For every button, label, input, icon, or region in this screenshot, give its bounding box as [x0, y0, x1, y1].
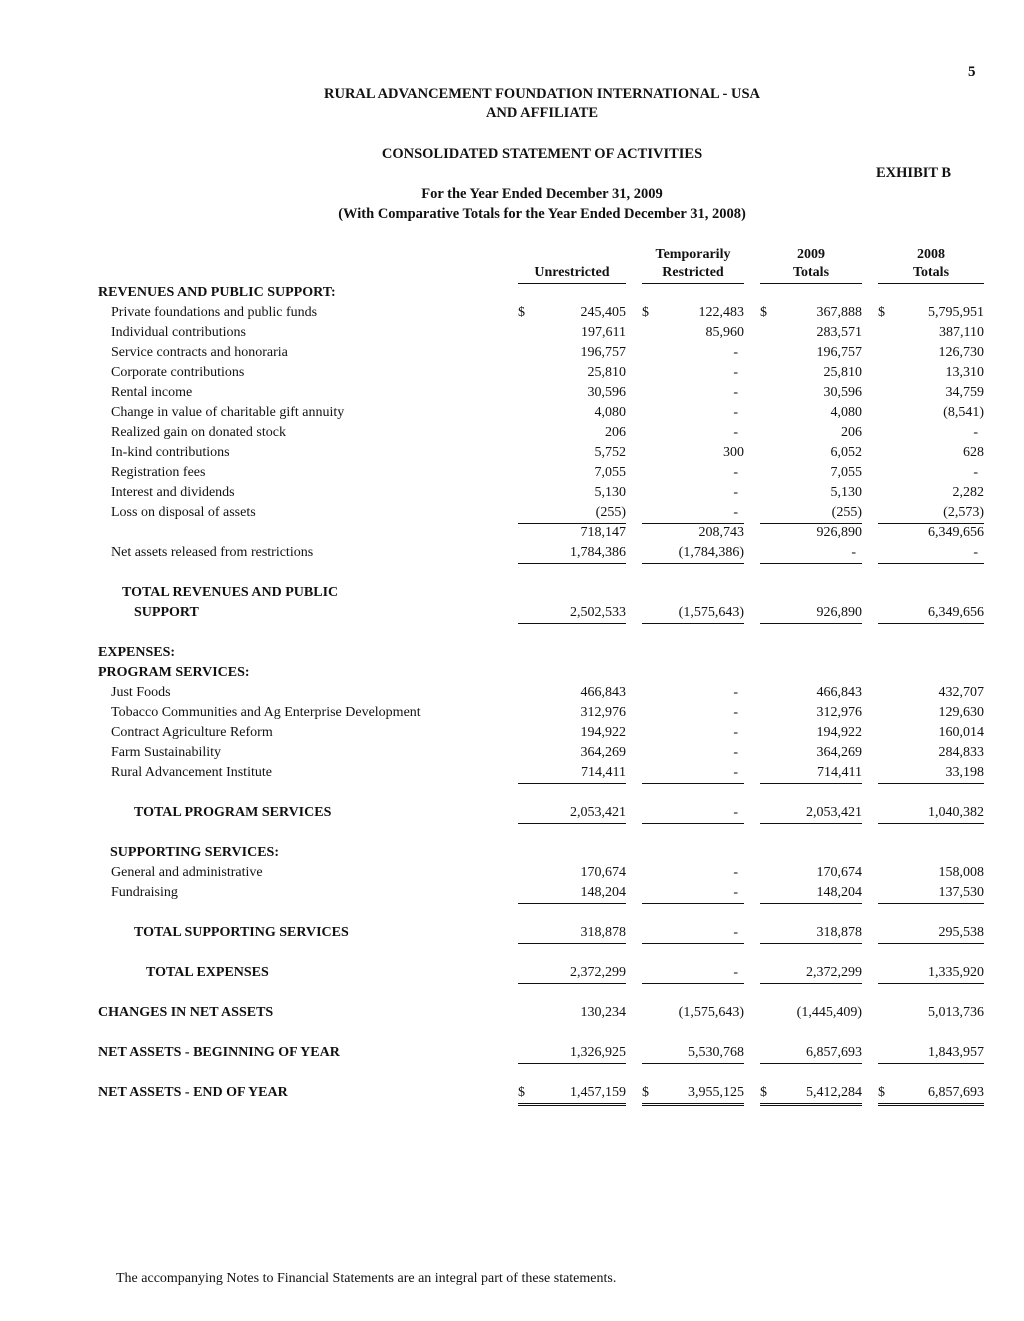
row-label: In-kind contributions	[111, 445, 230, 460]
table-cell	[878, 963, 984, 984]
cell-value: -	[733, 885, 738, 900]
cell-value: 6,857,693	[806, 1045, 862, 1060]
table-cell	[878, 483, 984, 503]
table-row	[0, 463, 1024, 483]
cell-value: 7,055	[594, 465, 626, 480]
cell-value: 5,130	[830, 485, 862, 500]
row-label: Private foundations and public funds	[111, 305, 318, 320]
table-row	[0, 483, 1024, 503]
table-row	[0, 663, 1024, 683]
cell-value: (1,575,643)	[678, 1005, 744, 1020]
organization-name: RURAL ADVANCEMENT FOUNDATION INTERNATIONAL - USA	[324, 86, 760, 102]
cell-value: 13,310	[945, 365, 984, 380]
table-cell	[642, 383, 744, 403]
table-cell	[518, 763, 626, 784]
table-cell	[642, 1043, 744, 1064]
row-label: NET ASSETS - END OF YEAR	[98, 1085, 288, 1100]
table-cell	[878, 543, 984, 564]
row-label: Just Foods	[111, 685, 171, 700]
table-row	[0, 403, 1024, 423]
table-cell	[642, 703, 744, 723]
table-row	[0, 423, 1024, 443]
cell-value: 387,110	[939, 325, 984, 340]
cell-value: 312,976	[816, 705, 862, 720]
row-label: PROGRAM SERVICES:	[98, 665, 250, 680]
table-row	[0, 883, 1024, 903]
table-cell	[878, 923, 984, 944]
cell-value: 1,457,159	[570, 1085, 626, 1100]
table-cell	[642, 1003, 744, 1023]
table-cell	[642, 1083, 744, 1106]
cell-value: 432,707	[938, 685, 984, 700]
table-cell	[760, 343, 862, 363]
table-cell	[760, 383, 862, 403]
table-cell	[760, 683, 862, 703]
row-label: Rural Advancement Institute	[111, 765, 272, 780]
table-cell	[878, 423, 984, 443]
table-cell	[642, 323, 744, 343]
cell-value: -	[733, 345, 738, 360]
table-cell	[760, 423, 862, 443]
table-cell	[518, 403, 626, 423]
cell-value: 130,234	[580, 1005, 626, 1020]
table-cell	[642, 803, 744, 824]
dollar-sign: $	[642, 1085, 649, 1100]
cell-value: (8,541)	[943, 405, 984, 420]
cell-value: 4,080	[594, 405, 626, 420]
cell-value: 364,269	[816, 745, 862, 760]
table-cell	[878, 403, 984, 423]
column-header-unrestricted: Unrestricted	[518, 246, 626, 284]
row-label: TOTAL SUPPORTING SERVICES	[134, 925, 349, 940]
table-cell	[760, 363, 862, 383]
table-row	[0, 363, 1024, 383]
comparative-period: (With Comparative Totals for the Year Ended December 31, 2008)	[338, 206, 746, 222]
table-row	[0, 583, 1024, 603]
table-cell	[642, 763, 744, 784]
table-row	[0, 303, 1024, 323]
table-cell	[642, 463, 744, 483]
cell-value: 6,349,656	[928, 605, 984, 620]
table-cell	[642, 863, 744, 883]
cell-value: -	[733, 805, 738, 820]
cell-value: 6,052	[830, 445, 862, 460]
table-cell	[518, 543, 626, 564]
dollar-sign: $	[878, 305, 885, 320]
table-row	[0, 503, 1024, 523]
cell-value: 126,730	[938, 345, 984, 360]
table-cell	[642, 543, 744, 564]
cell-value: -	[733, 745, 738, 760]
table-cell	[760, 403, 862, 423]
table-cell	[642, 403, 744, 423]
row-label: Rental income	[111, 385, 193, 400]
cell-value: 137,530	[938, 885, 984, 900]
table-cell	[878, 463, 984, 483]
table-cell	[518, 503, 626, 524]
row-label: Contract Agriculture Reform	[111, 725, 273, 740]
table-cell	[642, 923, 744, 944]
cell-value: 33,198	[945, 765, 984, 780]
dollar-sign: $	[642, 305, 649, 320]
cell-value: 714,411	[817, 765, 862, 780]
cell-value: 1,335,920	[928, 965, 984, 980]
cell-value: (1,575,643)	[678, 605, 744, 620]
row-label: CHANGES IN NET ASSETS	[98, 1005, 274, 1020]
dollar-sign: $	[518, 305, 525, 320]
table-cell	[878, 763, 984, 784]
row-label: Realized gain on donated stock	[111, 425, 286, 440]
table-cell	[760, 923, 862, 944]
table-cell	[760, 523, 862, 543]
cell-value: (255)	[595, 505, 626, 520]
cell-value: -	[733, 485, 738, 500]
dollar-sign: $	[760, 305, 767, 320]
table-cell	[642, 483, 744, 503]
table-cell	[878, 303, 984, 323]
column-header-2008-totals: 2008 Totals	[878, 246, 984, 284]
table-cell	[642, 883, 744, 904]
table-cell	[642, 423, 744, 443]
cell-value: 718,147	[580, 525, 626, 540]
cell-value: 466,843	[580, 685, 626, 700]
row-label: SUPPORTING SERVICES:	[110, 845, 279, 860]
table-cell	[760, 483, 862, 503]
table-cell	[878, 1003, 984, 1023]
table-row	[0, 283, 1024, 303]
table-cell	[760, 803, 862, 824]
table-cell	[642, 363, 744, 383]
table-cell	[518, 683, 626, 703]
table-cell	[642, 963, 744, 984]
cell-value: 295,538	[938, 925, 984, 940]
table-cell	[518, 723, 626, 743]
cell-value: 3,955,125	[688, 1085, 744, 1100]
footnote: The accompanying Notes to Financial Statements are an integral part of these statements.	[116, 1271, 617, 1286]
table-cell	[878, 363, 984, 383]
table-cell	[518, 1083, 626, 1106]
table-cell	[518, 523, 626, 543]
cell-value: -	[733, 725, 738, 740]
row-label: Corporate contributions	[111, 365, 245, 380]
table-row	[0, 863, 1024, 883]
table-cell	[878, 863, 984, 883]
table-cell	[878, 323, 984, 343]
dollar-sign: $	[878, 1085, 885, 1100]
row-label: Interest and dividends	[111, 485, 235, 500]
table-cell	[642, 743, 744, 763]
table-cell	[760, 743, 862, 763]
cell-value: 206	[605, 425, 626, 440]
table-cell	[878, 383, 984, 403]
table-cell	[518, 323, 626, 343]
table-cell	[878, 723, 984, 743]
table-cell	[518, 883, 626, 904]
row-label: SUPPORT	[134, 605, 199, 620]
table-cell	[760, 443, 862, 463]
cell-value: 7,055	[830, 465, 862, 480]
cell-value: -	[733, 705, 738, 720]
cell-value: 283,571	[816, 325, 862, 340]
table-row	[0, 923, 1024, 943]
table-cell	[642, 683, 744, 703]
cell-value: 85,960	[705, 325, 744, 340]
cell-value: 1,040,382	[928, 805, 984, 820]
cell-value: -	[733, 365, 738, 380]
table-cell	[878, 443, 984, 463]
cell-value: 206	[841, 425, 862, 440]
cell-value: 194,922	[816, 725, 862, 740]
cell-value: -	[973, 545, 978, 560]
organization-affiliate: AND AFFILIATE	[485, 105, 599, 121]
cell-value: 2,372,299	[570, 965, 626, 980]
cell-value: 318,878	[816, 925, 862, 940]
cell-value: 158,008	[938, 865, 984, 880]
cell-value: 1,843,957	[928, 1045, 984, 1060]
cell-value: -	[973, 465, 978, 480]
cell-value: 300	[723, 445, 744, 460]
table-cell	[878, 683, 984, 703]
table-row	[0, 803, 1024, 823]
table-row	[0, 643, 1024, 663]
cell-value: -	[733, 505, 738, 520]
column-header-temporarily-restricted: Temporarily Restricted	[642, 246, 744, 284]
table-cell	[760, 323, 862, 343]
cell-value: 2,372,299	[806, 965, 862, 980]
table-row	[0, 1043, 1024, 1063]
table-cell	[518, 743, 626, 763]
row-label: Individual contributions	[111, 325, 246, 340]
cell-value: 34,759	[945, 385, 984, 400]
table-cell	[760, 603, 862, 624]
cell-value: 122,483	[698, 305, 744, 320]
table-cell	[760, 463, 862, 483]
table-row	[0, 523, 1024, 543]
table-cell	[760, 543, 862, 564]
table-cell	[518, 343, 626, 363]
cell-value: 170,674	[580, 865, 626, 880]
cell-value: 284,833	[938, 745, 984, 760]
table-row	[0, 443, 1024, 463]
table-cell	[642, 303, 744, 323]
table-cell	[518, 383, 626, 403]
row-label: Tobacco Communities and Ag Enterprise Development	[111, 705, 421, 720]
row-label: TOTAL REVENUES AND PUBLIC	[122, 585, 339, 600]
cell-value: (1,784,386)	[678, 545, 744, 560]
row-label: Registration fees	[111, 465, 206, 480]
table-cell	[760, 703, 862, 723]
cell-value: 6,349,656	[928, 525, 984, 540]
dollar-sign: $	[760, 1085, 767, 1100]
table-cell	[760, 883, 862, 904]
cell-value: 926,890	[816, 525, 862, 540]
table-cell	[760, 963, 862, 984]
cell-value: 4,080	[830, 405, 862, 420]
cell-value: 318,878	[580, 925, 626, 940]
table-cell	[760, 1083, 862, 1106]
cell-value: -	[733, 925, 738, 940]
cell-value: 196,757	[816, 345, 862, 360]
table-cell	[518, 483, 626, 503]
row-label: Fundraising	[111, 885, 178, 900]
table-cell	[878, 803, 984, 824]
row-label: General and administrative	[111, 865, 263, 880]
table-cell	[518, 1003, 626, 1023]
cell-value: 129,630	[938, 705, 984, 720]
cell-value: 196,757	[580, 345, 626, 360]
cell-value: 5,530,768	[688, 1045, 744, 1060]
page-number: 5	[968, 64, 976, 80]
table-cell	[642, 343, 744, 363]
cell-value: -	[733, 965, 738, 980]
cell-value: -	[733, 765, 738, 780]
table-cell	[518, 443, 626, 463]
cell-value: (255)	[831, 505, 862, 520]
dollar-sign: $	[518, 1085, 525, 1100]
row-label: Farm Sustainability	[111, 745, 222, 760]
table-cell	[518, 423, 626, 443]
cell-value: 25,810	[823, 365, 862, 380]
table-cell	[518, 703, 626, 723]
cell-value: 5,752	[594, 445, 626, 460]
table-cell	[518, 963, 626, 984]
table-cell	[518, 863, 626, 883]
table-row	[0, 1003, 1024, 1023]
table-cell	[878, 743, 984, 763]
cell-value: 714,411	[581, 765, 626, 780]
table-cell	[878, 603, 984, 624]
table-cell	[518, 463, 626, 483]
row-label: REVENUES AND PUBLIC SUPPORT:	[98, 285, 336, 300]
table-cell	[518, 363, 626, 383]
table-row	[0, 383, 1024, 403]
cell-value: 30,596	[587, 385, 626, 400]
cell-value: 160,014	[938, 725, 984, 740]
table-cell	[878, 883, 984, 904]
cell-value: 208,743	[698, 525, 744, 540]
cell-value: -	[733, 465, 738, 480]
row-label: Change in value of charitable gift annuity	[111, 405, 345, 420]
cell-value: 367,888	[816, 305, 862, 320]
cell-value: 30,596	[823, 385, 862, 400]
table-row	[0, 963, 1024, 983]
row-label: Service contracts and honoraria	[111, 345, 288, 360]
statement-title: CONSOLIDATED STATEMENT OF ACTIVITIES	[381, 146, 703, 162]
table-cell	[760, 763, 862, 784]
table-cell	[878, 1043, 984, 1064]
cell-value: 1,784,386	[570, 545, 626, 560]
table-row	[0, 743, 1024, 763]
table-cell	[760, 863, 862, 883]
table-cell	[642, 523, 744, 543]
cell-value: 312,976	[580, 705, 626, 720]
table-row	[0, 763, 1024, 783]
table-cell	[518, 923, 626, 944]
cell-value: (1,445,409)	[796, 1005, 862, 1020]
statement-period: For the Year Ended December 31, 2009	[421, 186, 663, 202]
cell-value: 2,053,421	[570, 805, 626, 820]
table-row	[0, 703, 1024, 723]
table-row	[0, 843, 1024, 863]
row-label: EXPENSES:	[98, 645, 176, 660]
table-cell	[518, 1043, 626, 1064]
table-cell	[642, 443, 744, 463]
table-cell	[760, 1043, 862, 1064]
table-cell	[642, 723, 744, 743]
table-cell	[642, 603, 744, 624]
table-cell	[878, 343, 984, 363]
cell-value: 245,405	[580, 305, 626, 320]
row-label: Loss on disposal of assets	[111, 505, 256, 520]
exhibit-label: EXHIBIT B	[876, 165, 952, 181]
cell-value: -	[733, 405, 738, 420]
table-cell	[878, 703, 984, 723]
table-row	[0, 603, 1024, 623]
table-row	[0, 323, 1024, 343]
table-row	[0, 683, 1024, 703]
table-cell	[760, 303, 862, 323]
table-cell	[878, 503, 984, 524]
cell-value: -	[733, 425, 738, 440]
column-header-2009-totals: 2009 Totals	[760, 246, 862, 284]
cell-value: 2,502,533	[570, 605, 626, 620]
cell-value: 170,674	[816, 865, 862, 880]
cell-value: 5,130	[594, 485, 626, 500]
table-cell	[518, 803, 626, 824]
table-cell	[878, 523, 984, 543]
table-cell	[878, 1083, 984, 1106]
cell-value: 197,611	[581, 325, 626, 340]
table-cell	[518, 303, 626, 323]
cell-value: 628	[963, 445, 984, 460]
cell-value: -	[733, 865, 738, 880]
cell-value: 194,922	[580, 725, 626, 740]
cell-value: 2,282	[952, 485, 984, 500]
row-label: TOTAL EXPENSES	[146, 965, 269, 980]
cell-value: -	[973, 425, 978, 440]
cell-value: 364,269	[580, 745, 626, 760]
cell-value: 6,857,693	[928, 1085, 984, 1100]
table-row	[0, 543, 1024, 563]
cell-value: 148,204	[580, 885, 626, 900]
table-row	[0, 723, 1024, 743]
table-row	[0, 343, 1024, 363]
table-row	[0, 1083, 1024, 1103]
cell-value: 466,843	[816, 685, 862, 700]
cell-value: 148,204	[816, 885, 862, 900]
cell-value: (2,573)	[943, 505, 984, 520]
cell-value: 926,890	[816, 605, 862, 620]
cell-value: 25,810	[587, 365, 626, 380]
cell-value: 5,013,736	[928, 1005, 984, 1020]
row-label: Net assets released from restrictions	[111, 545, 314, 560]
table-cell	[518, 603, 626, 624]
row-label: NET ASSETS - BEGINNING OF YEAR	[98, 1045, 340, 1060]
row-label: TOTAL PROGRAM SERVICES	[134, 805, 332, 820]
cell-value: 5,795,951	[928, 305, 984, 320]
table-cell	[760, 723, 862, 743]
cell-value: -	[733, 385, 738, 400]
table-cell	[760, 1003, 862, 1023]
table-cell	[760, 503, 862, 524]
table-cell	[642, 503, 744, 524]
cell-value: -	[851, 545, 856, 560]
cell-value: -	[733, 685, 738, 700]
cell-value: 5,412,284	[806, 1085, 862, 1100]
cell-value: 1,326,925	[570, 1045, 626, 1060]
cell-value: 2,053,421	[806, 805, 862, 820]
